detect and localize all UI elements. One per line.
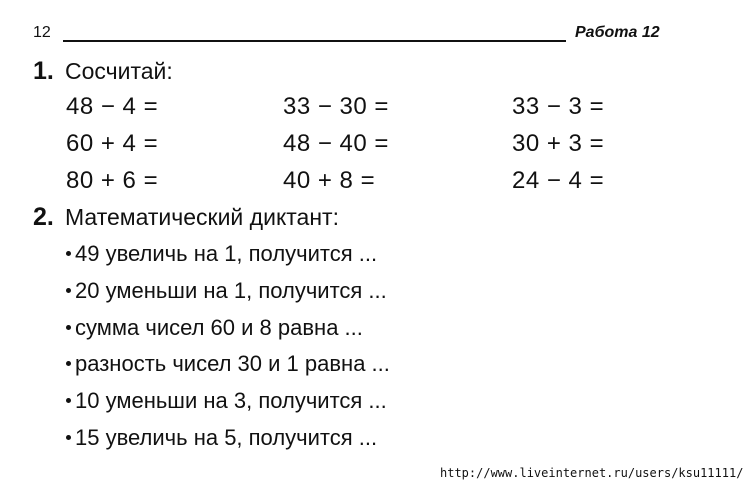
task-1-title: Сосчитай: — [65, 58, 173, 84]
page-number: 12 — [33, 24, 51, 41]
bullet-icon — [66, 398, 71, 403]
bullet-icon — [66, 251, 71, 256]
expression-r1c3: 33 − 3 = — [512, 93, 605, 120]
dictation-item — [66, 425, 377, 451]
dictation-item — [66, 278, 387, 304]
dictation-item — [66, 315, 363, 341]
dictation-item — [66, 351, 390, 377]
task-2-number: 2. — [33, 203, 54, 231]
expression-r3c3: 24 − 4 = — [512, 167, 605, 194]
task-1-number: 1. — [33, 57, 54, 85]
expression-r2c2: 48 − 40 = — [283, 130, 389, 157]
expression-r3c1: 80 + 6 = — [66, 167, 159, 194]
header-divider — [63, 40, 566, 42]
dictation-item-text: 49 увеличь на 1, получится ... — [75, 241, 378, 266]
bullet-icon — [66, 288, 71, 293]
dictation-item-text: 20 уменьши на 1, получится ... — [75, 278, 387, 303]
dictation-item-text: 15 увеличь на 5, получится ... — [75, 425, 378, 450]
expression-r2c3: 30 + 3 = — [512, 130, 605, 157]
bullet-icon — [66, 325, 71, 330]
expression-r3c2: 40 + 8 = — [283, 167, 376, 194]
dictation-item-text: разность чисел 30 и 1 равна ... — [75, 351, 390, 376]
task-2-title: Математический диктант: — [65, 204, 339, 230]
dictation-item — [66, 388, 387, 414]
bullet-icon — [66, 435, 71, 440]
expression-r1c1: 48 − 4 = — [66, 93, 159, 120]
bullet-icon — [66, 361, 71, 366]
expression-r1c2: 33 − 30 = — [283, 93, 389, 120]
dictation-item — [66, 241, 377, 267]
expression-r2c1: 60 + 4 = — [66, 130, 159, 157]
source-url: http://www.liveinternet.ru/users/ksu11111/ — [440, 466, 743, 480]
page-title: Работа 12 — [575, 24, 660, 41]
dictation-item-text: сумма чисел 60 и 8 равна ... — [75, 315, 363, 340]
dictation-item-text: 10 уменьши на 3, получится ... — [75, 388, 387, 413]
